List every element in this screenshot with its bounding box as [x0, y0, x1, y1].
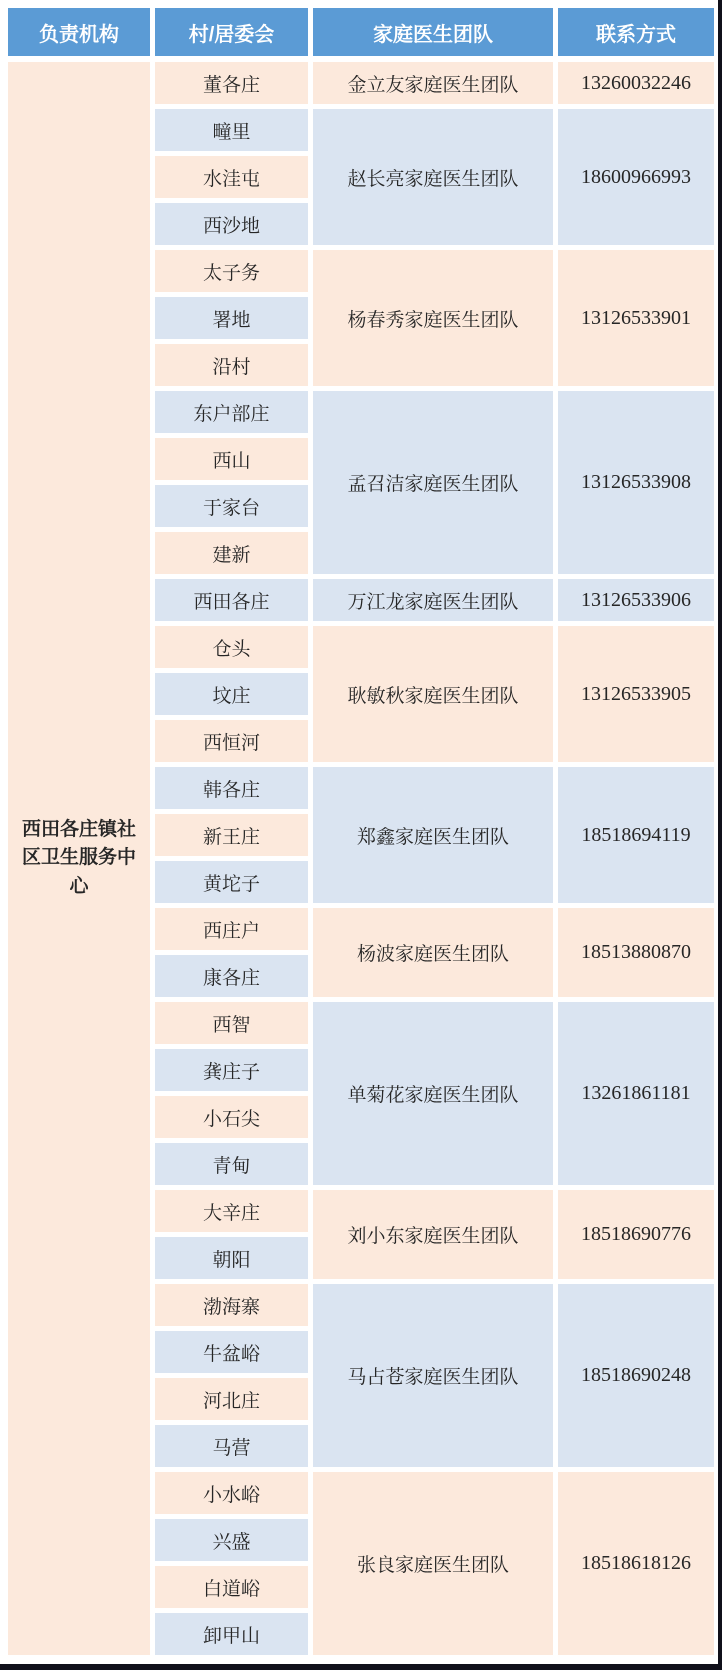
- village-cell: 大辛庄: [155, 1190, 308, 1232]
- team-cell: 孟召洁家庭医生团队: [313, 391, 553, 574]
- team-cell: 刘小东家庭医生团队: [313, 1190, 553, 1279]
- village-cell: 水洼屯: [155, 156, 308, 198]
- team-cell: 张良家庭医生团队: [313, 1472, 553, 1655]
- village-cell: 西山: [155, 438, 308, 480]
- institution-cell: 西田各庄镇社区卫生服务中心: [8, 62, 150, 1655]
- village-cell: 小水峪: [155, 1472, 308, 1514]
- village-cell: 沿村: [155, 344, 308, 386]
- phone-cell: 13260032246: [558, 62, 714, 104]
- phone-cell: 18600966993: [558, 109, 714, 245]
- team-cell: 金立友家庭医生团队: [313, 62, 553, 104]
- header-cell-2: 家庭医生团队: [313, 8, 553, 56]
- village-cell: 建新: [155, 532, 308, 574]
- village-cell: 疃里: [155, 109, 308, 151]
- team-cell: 杨春秀家庭医生团队: [313, 250, 553, 386]
- village-cell: 康各庄: [155, 955, 308, 997]
- village-cell: 小石尖: [155, 1096, 308, 1138]
- village-cell: 太子务: [155, 250, 308, 292]
- phone-cell: 13126533905: [558, 626, 714, 762]
- village-cell: 马营: [155, 1425, 308, 1467]
- phone-cell: 18518694119: [558, 767, 714, 903]
- screen-edge-right: [718, 0, 722, 1670]
- village-cell: 署地: [155, 297, 308, 339]
- header-cell-0: 负责机构: [8, 8, 150, 56]
- village-cell: 西庄户: [155, 908, 308, 950]
- header-cell-3: 联系方式: [558, 8, 714, 56]
- village-cell: 西恒河: [155, 720, 308, 762]
- team-cell: 郑鑫家庭医生团队: [313, 767, 553, 903]
- team-cell: 杨波家庭医生团队: [313, 908, 553, 997]
- phone-cell: 18513880870: [558, 908, 714, 997]
- village-cell: 黄坨子: [155, 861, 308, 903]
- village-cell: 龚庄子: [155, 1049, 308, 1091]
- phone-cell: 13126533908: [558, 391, 714, 574]
- phone-cell: 18518618126: [558, 1472, 714, 1655]
- village-cell: 坟庄: [155, 673, 308, 715]
- phone-cell: 13126533901: [558, 250, 714, 386]
- village-cell: 西沙地: [155, 203, 308, 245]
- village-cell: 西田各庄: [155, 579, 308, 621]
- table-body: [8, 62, 714, 1655]
- village-cell: 河北庄: [155, 1378, 308, 1420]
- phone-cell: 13261861181: [558, 1002, 714, 1185]
- team-cell: 单菊花家庭医生团队: [313, 1002, 553, 1185]
- village-cell: 于家台: [155, 485, 308, 527]
- screen-edge-bottom: [0, 1664, 722, 1670]
- village-cell: 仓头: [155, 626, 308, 668]
- team-cell: 耿敏秋家庭医生团队: [313, 626, 553, 762]
- team-cell: 万江龙家庭医生团队: [313, 579, 553, 621]
- phone-cell: 18518690776: [558, 1190, 714, 1279]
- village-cell: 兴盛: [155, 1519, 308, 1561]
- header-cell-1: 村/居委会: [155, 8, 308, 56]
- phone-cell: 13126533906: [558, 579, 714, 621]
- village-cell: 白道峪: [155, 1566, 308, 1608]
- village-cell: 卸甲山: [155, 1613, 308, 1655]
- village-cell: 西智: [155, 1002, 308, 1044]
- village-cell: 青甸: [155, 1143, 308, 1185]
- phone-cell: 18518690248: [558, 1284, 714, 1467]
- village-cell: 朝阳: [155, 1237, 308, 1279]
- team-cell: 马占苍家庭医生团队: [313, 1284, 553, 1467]
- village-cell: 东户部庄: [155, 391, 308, 433]
- village-cell: 董各庄: [155, 62, 308, 104]
- village-cell: 渤海寨: [155, 1284, 308, 1326]
- team-cell: 赵长亮家庭医生团队: [313, 109, 553, 245]
- village-cell: 牛盆峪: [155, 1331, 308, 1373]
- table-header-row: [8, 8, 714, 56]
- village-cell: 韩各庄: [155, 767, 308, 809]
- village-cell: 新王庄: [155, 814, 308, 856]
